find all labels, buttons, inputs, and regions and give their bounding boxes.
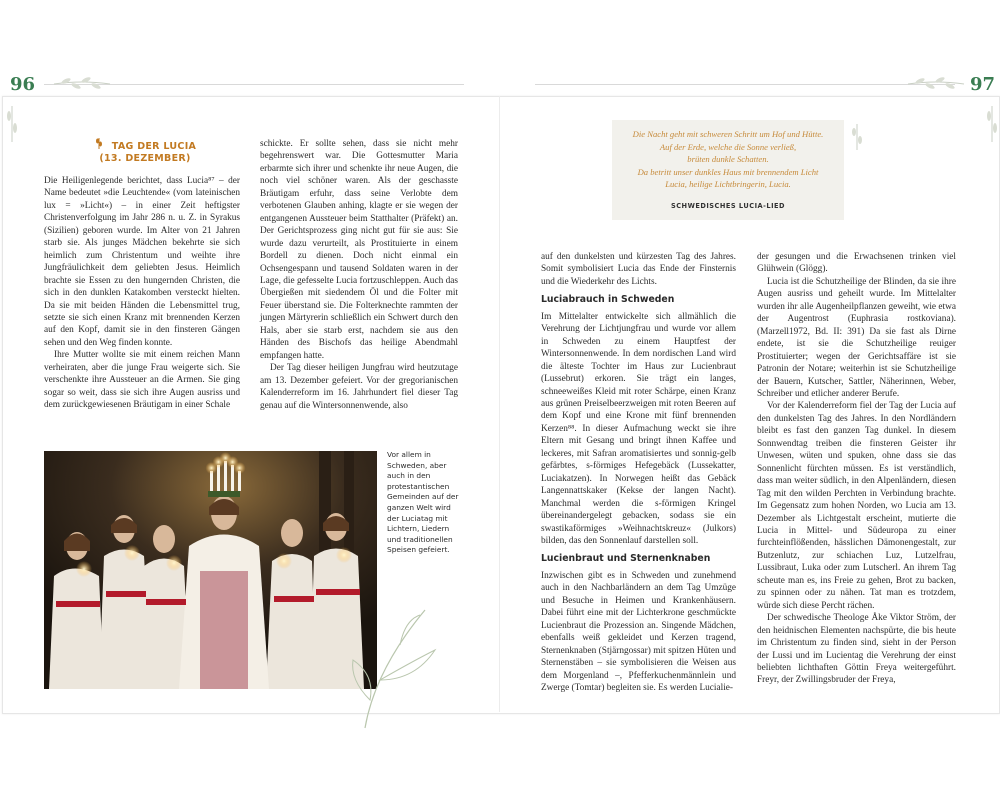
paragraph: Der schwedische Theologe Åke Viktor Ström, der den heidnischen Elementen nachspürte, die bis heute im Christentum zu finden sind, sieht in der Person der Lussi und im Lucientag die Verehrung der einst beliebten lichthaften Göttin Freya weitergeführt. Freyr, der Zwillingsbruder der Freya, — [757, 613, 956, 686]
quote-source: SCHWEDISCHES LUCIA-LIED — [670, 202, 786, 210]
paragraph: der gesungen und die Erwachsenen trinken viel Glühwein (Glögg). — [757, 252, 956, 275]
quote-line: Da betritt unser dunkles Haus mit brennendem Licht — [637, 166, 819, 177]
quote-lines — [612, 128, 844, 191]
sprig-ornament-right-icon — [906, 72, 966, 94]
paragraph: Die Heiligenlegende berichtet, dass Lucia⁸⁷ – der Name bedeutet »die Leuchtende« (vom lateinischen lux = »Licht«) – in einer Zeit heftigster Christenverfolgung im Jahr 286 n. u. Z. in Syrakus (Sizilien) geboren wurde. Im Alter von 21 Jahren starb sie. Als junges Mädchen bekehrte sie sich heimlich zum Christentum und weihte ihre Jungfräulichkeit dem geliebten Jesus. Heimlich brachte sie Essen zu den hungernden Christen, die sich in den dunklen Katakomben versteckt hielten. Da sie mit beiden Händen die Lebensmittel trug, setzte sie sich einen Kranz mit brennenden Kerzen auf den Kopf, damit sie in den finsteren Gängen sehen und den Weg finden konnte. — [44, 176, 240, 348]
paragraph: schickte. Er sollte sehen, dass sie nicht mehr begehrenswert war. Die Gottesmutter Maria erbarmte sich ihrer und schenkte ihr neue Augen, die noch viel schöner waren. Als der geschasste Bräutigam erfuhr, dass seine Verlobte dem verbotenen Glauben anhing, klagte er sie wegen der entgangenen Aussteuer beim Statthalter (Präfekt) an. Der Gerichtsprozess ging nicht gut für sie aus: Sie wurde dazu verurteilt, als Prostituierte in einem Bordell zu dienen. Doch nicht einmal ein Ochsengespann und tausend Soldaten waren in der Lage, die gefesselte Lucia fortzuschleppen. Auch das Übergießen mit siedendem Öl und die Folter mit Feuer überstand sie. Die Folterknechte rammten der jungen Märtyrerin schließlich ein Schwert durch den Hals, aber sie starb erst, nachdem sie aus den Händen des Bischofs das heilige Abendmahl empfangen hatte. — [260, 139, 458, 361]
paragraph: Der Tag dieser heiligen Jungfrau wird heutzutage am 13. Dezember gefeiert. Vor der gregorianischen Kalenderreform im 16. Jahrhundert fiel dieser Tag genau auf die Wintersonnenwende, also — [260, 363, 458, 411]
paragraph: Inzwischen gibt es in Schweden und zunehmend auch in den Nachbarländern an dem Tag Umzüge und Besuche in Heimen und Krankenhäusern. Dabei führt eine mit der Lichterkrone geschmückte Lucienbraut die Prozession an. Singende Mädchen, ebenfalls weiß gekleidet und Kerzen tragend, Sternenknaben (Stjärngossar) mit spitzen Hüten und Sternenstäben – sie symbolisieren die Weisen aus dem Morgenland –, Pfefferkuchenmännlein und Zwerge (Tomtar) begleiten sie. Es werden Lucialie- — [541, 570, 736, 693]
section-heading-line2: (13. DEZEMBER) — [99, 153, 191, 164]
left-column-2 — [260, 138, 458, 412]
right-column-1 — [541, 251, 736, 694]
section-heading — [60, 141, 230, 165]
paragraph: Ihre Mutter wollte sie mit einem reichen Mann verheiraten, aber die junge Frau weigerte sich. Sie verschenkte ihre Aussteuer an die Armen. Sie ging sogar so weit, dass sie sich ihre Augen ausriss und dem zurückgewiesenen Bräutigam in einer Schale — [44, 350, 240, 411]
quote-line: Auf der Erde, welche die Sonne verließ, — [659, 141, 797, 152]
branch-ornament-icon — [345, 600, 455, 730]
quote-line: brüten dunkle Schatten. — [687, 154, 769, 165]
page-number-right: 97 — [970, 74, 996, 95]
right-column-2 — [757, 251, 956, 687]
section-heading-line1: TAG DER LUCIA — [111, 141, 197, 152]
page-gutter — [499, 96, 500, 712]
sprig-ornament-left-icon — [52, 72, 112, 94]
paragraph: Im Mittelalter entwickelte sich allmählich die Verehrung der Lichtjungfrau und wurde vor allem in Schweden zu einem Hauptfest der Wintersonnenwende. In dem nordischen Land wird die älteste Tochter im Haus zur Lucienbraut (Lussebrut) erkoren. Sie trägt ein langes, schneeweißes Kleid mit roter Schärpe, einen Kranz aus grünen Preiselbeerzweigen mit roten Beeren auf dem Kopf und eine Krone mit fünf brennenden Kerzen⁸⁸. In dieser Aufmachung weckt sie ihre Eltern mit Gesang und bringt ihnen Kaffee und leckeres, mit Safran aromatisiertes und sonnig-gelb gefärbtes, s-förmiges Hefegebäck (Lussekatter, Luciakatzen). In Norwegen heißt das Gebäck Langennattskaker (Kekse der langen Nacht). Manchmal werden die s-förmigen Kringel übereinandergelegt gebacken, sodass sie ein swastikaförmiges »Weihnachtskreuz« (Julkors) bilden, das den Sonnenlauf darstellen soll. — [541, 311, 736, 546]
quote-line: Lucia, heilige Lichtbringerin, Lucia. — [665, 179, 791, 190]
lucia-procession-photo — [44, 451, 377, 689]
left-column-1 — [44, 175, 240, 412]
subheading-lucienbraut: Lucienbraut und Sternenknaben — [541, 553, 711, 565]
subheading-luciabrauch: Luciabrauch in Schweden — [541, 294, 675, 306]
header-rule-right — [535, 84, 955, 85]
quote-line: Die Nacht geht mit schweren Schritt um Hof und Hütte. — [632, 129, 824, 139]
paragraph: auf den dunkelsten und kürzesten Tag des Jahres. Somit symbolisiert Lucia das Ende der Finsternis und die Wiederkehr des Lichts. — [541, 252, 736, 287]
quote-box — [612, 120, 844, 220]
page-number-left: 96 — [10, 74, 36, 95]
sprig-quote-icon — [848, 122, 866, 152]
photo-caption: Vor allem in Schweden, aber auch in den protestantischen Gemeinden auf der ganzen Welt wird der Luciatag mit Lichtern, Liedern und traditionellen Speisen gefeiert. — [387, 450, 459, 555]
sprig-edge-left-icon — [4, 104, 20, 144]
paragraph: Lucia ist die Schutzheilige der Blinden, da sie ihre Augen ausriss und geheilt wurde. Im Mittelalter wurden ihr alle Augenheilpflanzen geweiht, wie etwa der Augentrost (Euphrasia rostkoviana). (Marzell1972, Bd. II: 391) Da sie fast als Dirne endete, ist sie die Schutzheilige reuiger Prostituierter; wegen der Gerichtsaffäre ist sie Patronin der Notare; weiterhin ist sie Schutzheilige der Bauern, Kutscher, Sattler, Näherinnen, Weber, Schreiber und etlicher anderer Berufe. — [757, 276, 956, 399]
sprig-edge-right-icon — [984, 104, 1000, 144]
paragraph: Vor der Kalenderreform fiel der Tag der Lucia auf den dunkelsten Tag des Jahres. In den Nordländern bleibt es fast den ganzen Tag dunkel. In diesem Sonnwendtag treiben die finsteren Geister ihr Unwesen, wüten und spuken, ohne dass sie das Sonnenlicht fürchten müssen. Es ist verständlich, dass man weiter südlich, in den Alpenländern, diesen Tag mit den wilden Perchten in Verbindung brachte. Im Gegensatz zum hohen Norden, wo Lucia am 13. Dezember als Lichtgestalt erscheint, mutierte die Lucia in Mittel- und Südeuropa zu einer furchteinflößenden, hässlichen Dämonengestalt, zur Butzenlutz, zur schiachen Luz, Lutzelfrau, Lussibraut, Luka oder zum Lutscherl. An ihrem Tag scheute man es, ins Freie zu gehen, Brot zu backen, zu spinnen oder zu nähen. Tat man es trotzdem, würde sich diese Percht rächen. — [757, 401, 956, 611]
